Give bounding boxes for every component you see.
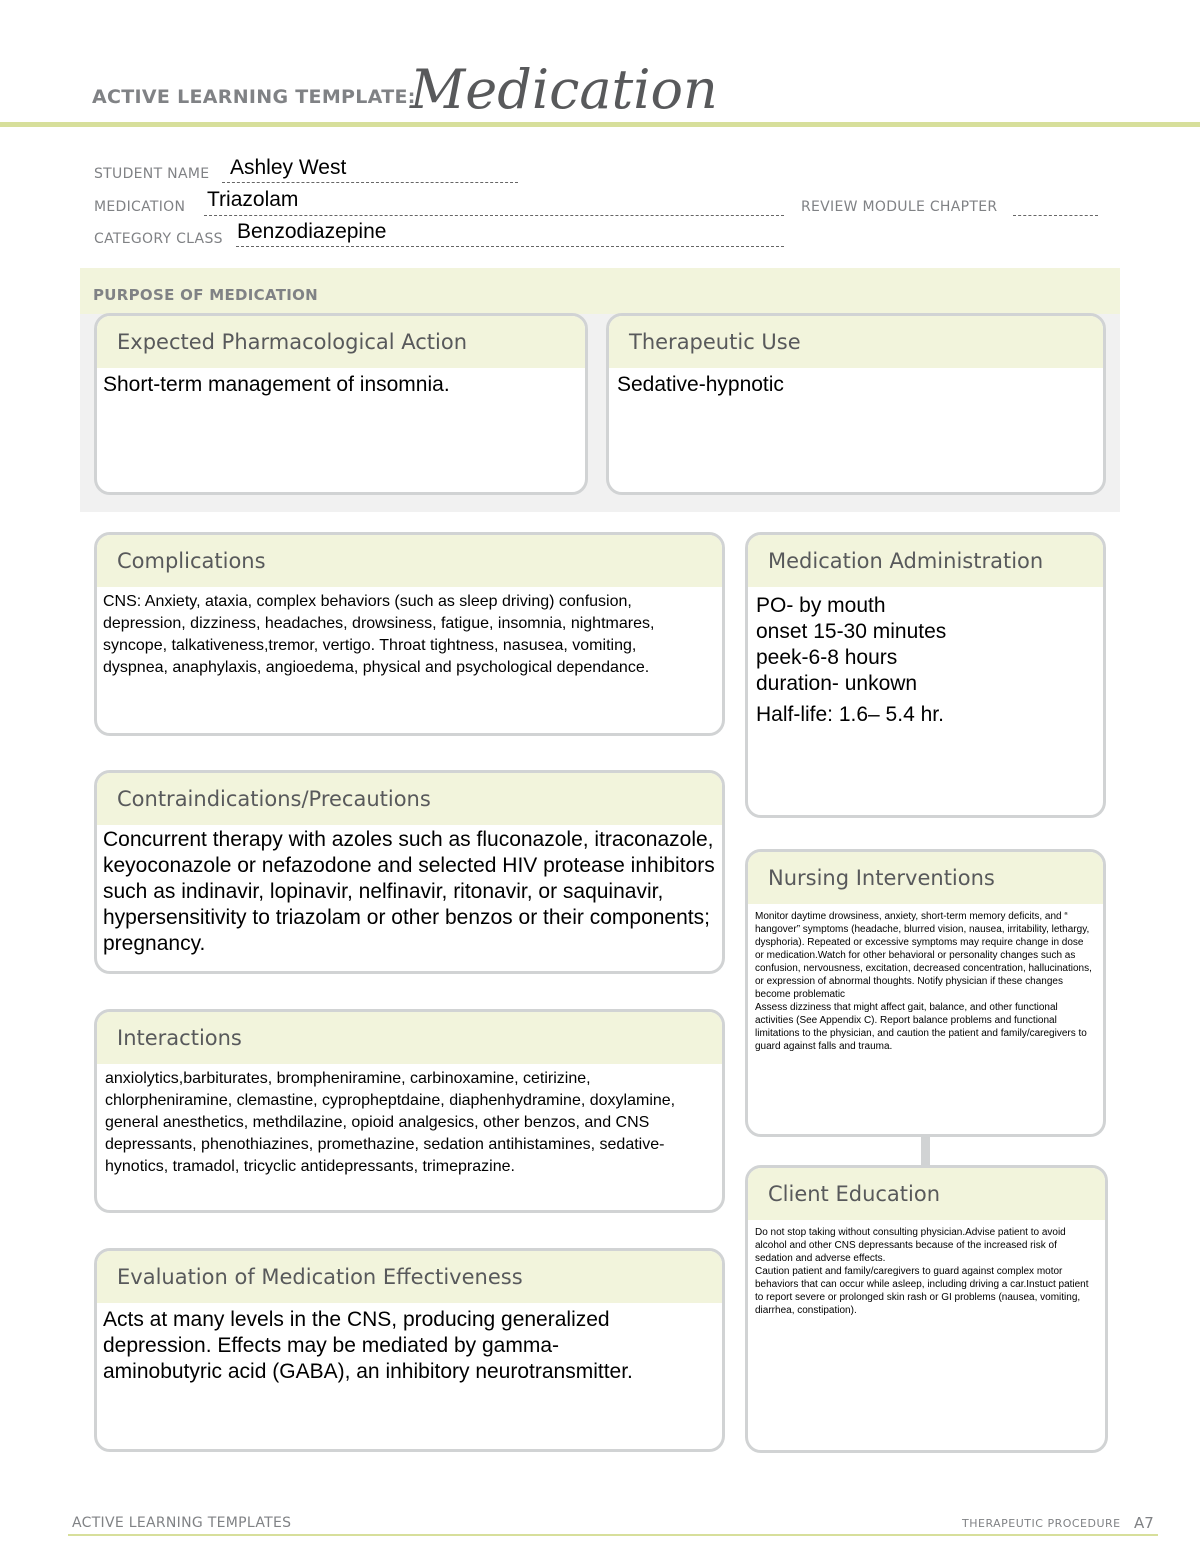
administration-duration[interactable]: duration- unkown <box>756 672 918 695</box>
administration-half-life[interactable]: Half-life: 1.6– 5.4 hr. <box>756 703 944 726</box>
nursing-interventions-text-2[interactable]: Assess dizziness that might affect gait, balance, and other functional activities (See Appendix C). Report balance problems and functional limitations to the physician, and caution the patient and family/caregivers to guard against falls and trauma. <box>755 1002 1087 1052</box>
nursing-interventions-box <box>745 849 1106 1137</box>
student-name-field[interactable]: Ashley West <box>230 156 347 179</box>
review-module-label: REVIEW MODULE CHAPTER <box>801 199 998 215</box>
page-number: A7 <box>1134 1514 1154 1532</box>
client-education-box <box>745 1165 1108 1453</box>
complications-heading: Complications <box>97 535 722 587</box>
therapeutic-use-text[interactable]: Sedative-hypnotic <box>617 373 784 396</box>
nursing-interventions-heading: Nursing Interventions <box>748 852 1103 904</box>
administration-peak[interactable]: peek-6-8 hours <box>756 646 898 669</box>
category-class-field[interactable]: Benzodiazepine <box>237 220 387 243</box>
medication-underline <box>204 215 784 216</box>
page-title: Medication <box>410 58 718 121</box>
administration-onset[interactable]: onset 15-30 minutes <box>756 620 947 643</box>
evaluation-heading: Evaluation of Medication Effectiveness <box>97 1251 722 1303</box>
interactions-box <box>94 1009 725 1213</box>
complications-box <box>94 532 725 736</box>
client-education-text-2[interactable]: Caution patient and family/caregivers to guard against complex motor behaviors that can occur while asleep, including driving a car.Instuct patient to report severe or prolonged skin rash or GI problems (nausea, vomiting, diarrhea, constipation). <box>755 1266 1089 1316</box>
connector-bar <box>921 1137 930 1165</box>
administration-box <box>745 532 1106 818</box>
footer-left: ACTIVE LEARNING TEMPLATES <box>72 1515 292 1531</box>
category-class-underline <box>236 246 784 247</box>
evaluation-text[interactable]: Acts at many levels in the CNS, producing generalized depression. Effects may be mediated by gamma-aminobutyric acid (GABA), an inhibitory neurotransmitter. <box>103 1308 633 1383</box>
expected-action-text[interactable]: Short-term management of insomnia. <box>103 373 450 396</box>
student-name-underline <box>222 182 518 183</box>
review-module-field[interactable] <box>1013 215 1098 216</box>
interactions-text[interactable]: anxiolytics,barbiturates, brompheniramine, carbinoxamine, cetirizine, chlorpheniramine, clemastine, cypropheptdaine, diaphenhydramine, doxylamine, general anesthetics, methdilazine, opioid analgesics, other benzos, and CNS depressants, phenothiazines, promethazine, sedation antihistamines, sedative-hynotics, tramadol, tricyclic antidepressants, trimeprazine. <box>105 1070 676 1175</box>
header-rule <box>0 122 1200 127</box>
medication-label: MEDICATION <box>94 199 186 215</box>
footer-right: THERAPEUTIC PROCEDURE <box>962 1517 1121 1530</box>
purpose-title: PURPOSE OF MEDICATION <box>93 286 319 304</box>
client-education-text[interactable]: Do not stop taking without consulting physician.Advise patient to avoid alcohol and other CNS depressants because of the increased risk of sedation and adverse effects. <box>755 1227 1066 1264</box>
therapeutic-use-box <box>606 313 1106 495</box>
category-class-label: CATEGORY CLASS <box>94 231 223 247</box>
expected-action-heading: Expected Pharmacological Action <box>97 316 585 368</box>
medication-field[interactable]: Triazolam <box>207 188 299 211</box>
template-label: ACTIVE LEARNING TEMPLATE: <box>92 86 416 108</box>
therapeutic-use-heading: Therapeutic Use <box>609 316 1103 368</box>
evaluation-box <box>94 1248 725 1452</box>
complications-text[interactable]: CNS: Anxiety, ataxia, complex behaviors (such as sleep driving) confusion, depression, dizziness, headaches, drowsiness, fatigue, insomnia, nightmares, syncope, talkativeness,tremor, vertigo. Throat tightness, nasusea, vomiting, dyspnea, anaphylaxis, angioedema, physical and psychological dependance. <box>103 593 655 676</box>
interactions-heading: Interactions <box>97 1012 722 1064</box>
nursing-interventions-text[interactable]: Monitor daytime drowsiness, anxiety, short-term memory deficits, and “ hangover” symptoms (headache, blurred vision, nausea, irritability, lethargy, dysphoria). Repeated or excessive symptoms may require change in dose or medication.Watch for other behavioral or personality changes such as confusion, nervousness, excitation, decreased concentration, hallucinations, or expression of abnormal thoughts. Notify physician if these changes become problematic <box>755 911 1092 1000</box>
contraindications-text[interactable]: Concurrent therapy with azoles such as fluconazole, itraconazole, keyoconazole or nefazodone and selected HIV protease inhibitors such as indinavir, lopinavir, nelfinavir, ritonavir, or saquinavir, hypersensitivity to triazolam or other benzos or their components; pregnancy. <box>103 828 715 955</box>
client-education-heading: Client Education <box>748 1168 1105 1220</box>
contraindications-box <box>94 770 725 974</box>
administration-route[interactable]: PO- by mouth <box>756 594 886 617</box>
contraindications-heading: Contraindications/Precautions <box>97 773 722 825</box>
expected-action-box <box>94 313 588 495</box>
administration-heading: Medication Administration <box>748 535 1103 587</box>
footer-rule <box>68 1534 1158 1536</box>
student-name-label: STUDENT NAME <box>94 166 210 182</box>
